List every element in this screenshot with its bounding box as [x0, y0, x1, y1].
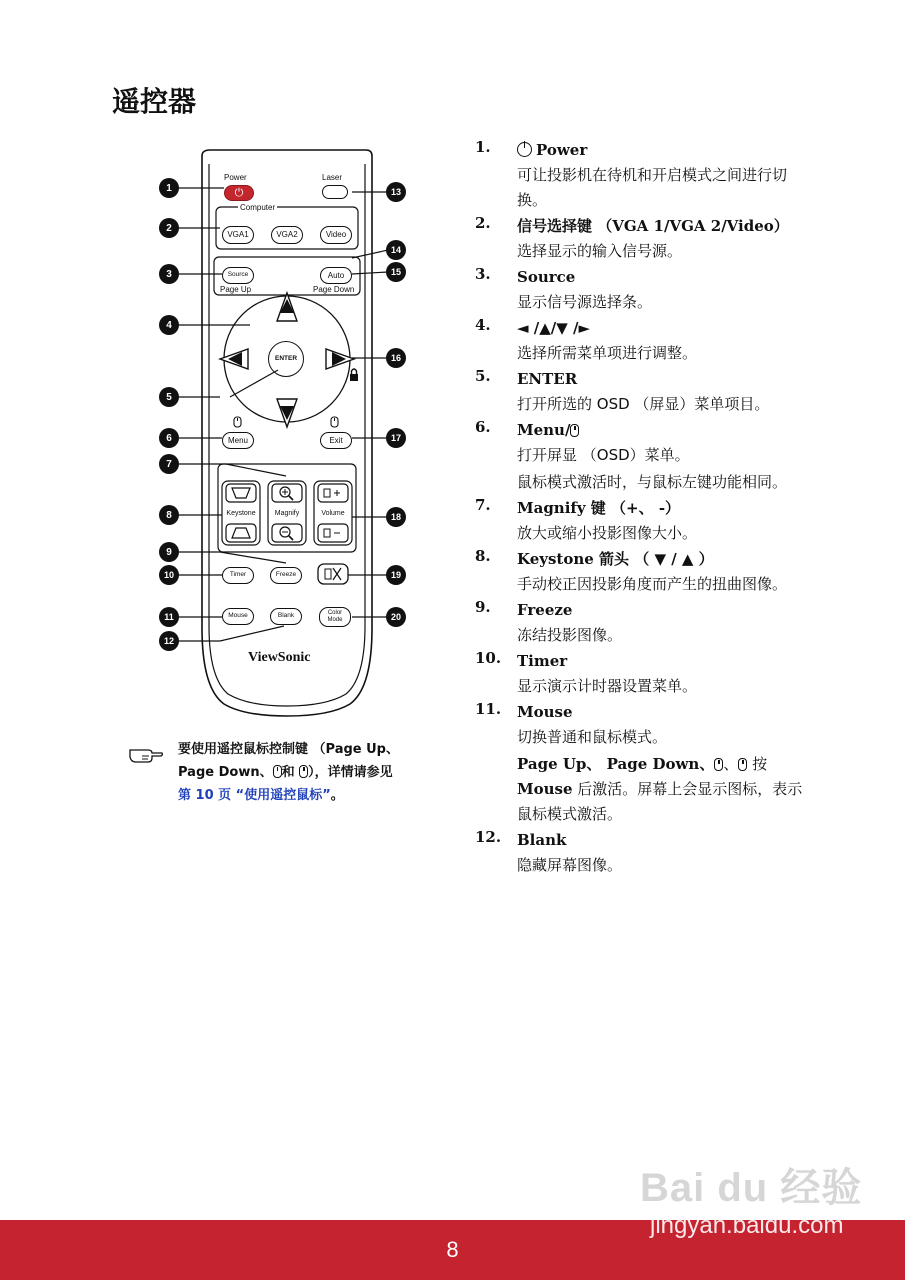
mouse-button[interactable]: Mouse: [222, 608, 254, 625]
watermark-logo: Bai du 经验: [640, 1166, 863, 1210]
exit-button[interactable]: Exit: [320, 432, 352, 449]
vga1-button[interactable]: VGA1: [222, 226, 254, 244]
freeze-button[interactable]: Freeze: [270, 567, 302, 584]
tip-text-3: ），详情请参见: [308, 765, 393, 780]
item-description: 隐藏屏幕图像。: [517, 856, 623, 874]
watermark-url: jingyan.baidu.com: [650, 1212, 844, 1239]
item-number: 5.: [475, 367, 491, 385]
magnify-label: Magnify: [274, 510, 300, 517]
list-item-11: [475, 700, 805, 827]
item-title: Source: [517, 268, 576, 286]
extra-e: 后激活。屏幕上会显示图标，表示鼠标模式激活。: [517, 780, 803, 823]
mouse-right-icon: [738, 758, 747, 771]
callout-11: 11: [159, 607, 179, 627]
callout-3: 3: [159, 264, 179, 284]
item-title: Timer: [517, 652, 568, 670]
callout-2: 2: [159, 218, 179, 238]
extra-b: 、: [723, 755, 739, 773]
page-down-label: Page Down: [313, 285, 355, 294]
blank-button[interactable]: Blank: [270, 608, 302, 625]
callout-12: 12: [159, 631, 179, 651]
power-label: Power: [224, 173, 247, 182]
tip-note: [178, 738, 428, 807]
extra-c: 按: [747, 755, 768, 773]
item-number: 4.: [475, 316, 491, 334]
list-item-3: [475, 265, 805, 315]
page-number: 8: [446, 1237, 459, 1262]
item-description: 显示演示计时器设置菜单。: [517, 677, 698, 695]
mouse-right-icon: [299, 765, 308, 778]
list-item-6: [475, 418, 805, 495]
keystone-label: Keystone: [226, 510, 256, 517]
timer-button[interactable]: Timer: [222, 567, 254, 584]
item-title: Magnify 键 （+、 -）: [517, 499, 681, 517]
item-description: 选择所需菜单项进行调整。: [517, 344, 698, 362]
color-mode-line2: Mode: [327, 617, 343, 623]
item-number: 12.: [475, 828, 502, 846]
list-item-10: [475, 649, 805, 699]
list-item-7: [475, 496, 805, 546]
vga2-button[interactable]: VGA2: [271, 226, 303, 244]
callout-10: 10: [159, 565, 179, 585]
item-title: 信号选择键 （VGA 1/VGA 2/Video）: [517, 217, 789, 235]
page-up-label: Page Up: [220, 285, 252, 294]
list-item-2: [475, 214, 805, 264]
mouse-left-icon: [570, 424, 579, 437]
item-description-2: 鼠标模式激活时，与鼠标左键功能相同。: [517, 473, 788, 491]
list-item-9: [475, 598, 805, 648]
volume-label: Volume: [321, 510, 345, 517]
baidu-watermark: [640, 1150, 880, 1239]
callout-4: 4: [159, 315, 179, 335]
item-description: 打开屏显 （OSD）菜单。: [517, 446, 690, 464]
item-number: 10.: [475, 649, 502, 667]
item-title: ◄ /▲/▼ /►: [517, 319, 591, 337]
menu-button[interactable]: Menu: [222, 432, 254, 449]
list-item-1: [475, 138, 805, 213]
callout-16: 16: [386, 348, 406, 368]
item-number: 3.: [475, 265, 491, 283]
remote-brand-logo: ViewSonic: [248, 650, 311, 665]
source-button[interactable]: Source: [222, 267, 254, 284]
callout-7: 7: [159, 454, 179, 474]
tip-page-link[interactable]: 第 10 页 “使用遥控鼠标”: [178, 788, 331, 803]
extra-a: Page Up、 Page Down、: [517, 755, 715, 773]
item-description: 打开所选的 OSD （屏显）菜单项目。: [517, 395, 770, 413]
callout-17: 17: [386, 428, 406, 448]
item-title: Blank: [517, 831, 567, 849]
power-button[interactable]: ⏻: [224, 185, 254, 201]
item-number: 1.: [475, 138, 491, 156]
page-title: 遥控器: [112, 85, 197, 118]
list-item-4: [475, 316, 805, 366]
callout-5: 5: [159, 387, 179, 407]
callout-6: 6: [159, 428, 179, 448]
callout-19: 19: [386, 565, 406, 585]
item-description-2: [517, 752, 805, 827]
item-title: ENTER: [517, 370, 578, 388]
item-description: 切换普通和鼠标模式。: [517, 728, 668, 746]
item-number: 8.: [475, 547, 491, 565]
item-title: Freeze: [517, 601, 573, 619]
item-description: 可让投影机在待机和开启模式之间进行切换。: [517, 166, 788, 209]
item-description: 冻结投影图像。: [517, 626, 623, 644]
item-description: 显示信号源选择条。: [517, 293, 653, 311]
list-item-12: [475, 828, 805, 878]
tip-text-1: 要使用遥控鼠标控制键 （Page Up、Page Down、: [178, 742, 399, 780]
mouse-left-icon: [714, 758, 723, 771]
callout-1: 1: [159, 178, 179, 198]
callout-9: 9: [159, 542, 179, 562]
item-title: Power: [536, 141, 588, 159]
laser-label: Laser: [322, 173, 343, 182]
tip-text-end: 。: [330, 788, 344, 803]
list-item-8: [475, 547, 805, 597]
item-number: 9.: [475, 598, 491, 616]
callout-13: 13: [386, 182, 406, 202]
callout-18: 18: [386, 507, 406, 527]
item-number: 2.: [475, 214, 491, 232]
item-description: 选择显示的输入信号源。: [517, 242, 683, 260]
power-icon: [517, 142, 532, 157]
video-button[interactable]: Video: [320, 226, 352, 244]
callout-14: 14: [386, 240, 406, 260]
callout-8: 8: [159, 505, 179, 525]
item-title: Keystone 箭头 （ ▼ / ▲ ）: [517, 550, 714, 568]
item-number: 7.: [475, 496, 491, 514]
item-description: 放大或缩小投影图像大小。: [517, 524, 698, 542]
color-mode-line1: Color: [327, 610, 343, 616]
item-number: 6.: [475, 418, 491, 436]
callout-20: 20: [386, 607, 406, 627]
extra-d: Mouse: [517, 780, 573, 798]
callout-15: 15: [386, 262, 406, 282]
tip-text-2: 和: [281, 765, 300, 780]
item-title: Menu/: [517, 421, 571, 439]
list-item-5: [475, 367, 805, 417]
enter-button[interactable]: ENTER: [268, 341, 304, 377]
item-title: Mouse: [517, 703, 573, 721]
computer-label: Computer: [240, 203, 276, 212]
item-description: 手动校正因投影角度而产生的扭曲图像。: [517, 575, 788, 593]
button-description-list: [475, 138, 805, 879]
pointing-hand-icon: [128, 742, 164, 764]
auto-button[interactable]: Auto: [320, 267, 352, 284]
item-number: 11.: [475, 700, 502, 718]
mouse-left-icon: [273, 765, 282, 778]
